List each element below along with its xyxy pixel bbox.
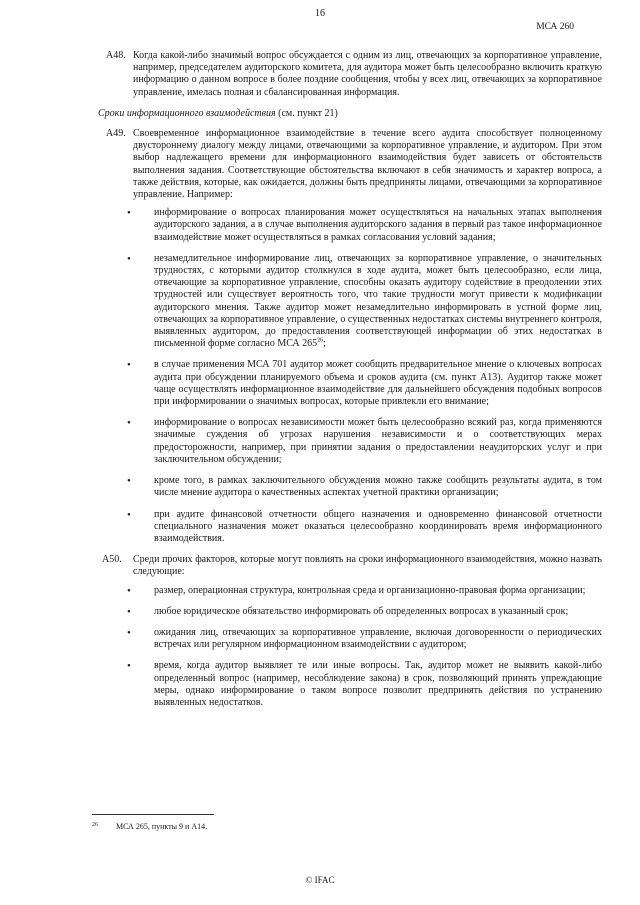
list-item: • в случае применения МСА 701 аудитор может сообщить предварительное мнение о ключевых вопросах аудита при обсуждении планируемого объема и сроков аудита (см. пункт А13). Аудитор также может чаще осуществлять информационное взаимодействие для дальнейшего обсуждения подобных вопросов при информировании о значимых вопросах, которые привлекли его внимание;: [127, 359, 602, 408]
paragraph-a49: [106, 128, 602, 545]
footnote-ref: 26: [317, 337, 324, 344]
paragraph-text: Среди прочих факторов, которые могут повлиять на сроки информационного взаимодействия, можно назвать следующие:: [133, 554, 602, 578]
footnote: [92, 822, 207, 831]
footnote-divider: [92, 814, 214, 815]
section-title: Сроки информационного взаимодействия: [98, 107, 276, 119]
list-item: • ожидания лиц, отвечающих за корпоративное управление, включая договоренности о периодических встречах или регулярном информационном взаимодействии с аудитором;: [127, 627, 602, 651]
document-body: [98, 50, 602, 718]
bullet-list: [133, 585, 602, 710]
list-item: • любое юридическое обязательство информировать об определенных вопросах в указанный срок;: [127, 606, 602, 618]
paragraph-text: Своевременное информационное взаимодействие в течение всего аудита способствует полноценному двустороннему диалогу между лицами, отвечающими за корпоративное управление, и аудитором. При этом выбор надлежащего времени для информационного взаимодействия будет зависеть от обстоятельств выполнения задания. Соответствующие обстоятельства включают в себя значимость и характер вопроса, а также действия, которые, как ожидается, должны быть предприняты лицами, отвечающими за корпоративное управление. Например:: [133, 128, 602, 201]
paragraph-a50: [102, 554, 602, 709]
footnote-text: МСА 265, пункты 9 и A14.: [116, 822, 208, 831]
paragraph-a48: [106, 50, 602, 99]
list-item: • время, когда аудитор выявляет те или иные вопросы. Так, аудитор может не выявить какой-либо определенный вопрос (например, несоблюдение закона) в срок, позволяющий принять упреждающие меры, однако информирование о таком вопросе позволит предпринять действия по устранению выявленных недостатков.: [127, 660, 602, 709]
paragraph-number: A50.: [102, 554, 122, 566]
list-item: • информирование о вопросах планирования может осуществляться на начальных этапах выполнения аудиторского задания, а в случае выполнения аудиторского задания в первый раз такое информационное взаимодействие может осуществляться в рамках согласования условий задания;: [127, 207, 602, 244]
page-footer: © IFAC: [305, 875, 335, 885]
paragraph-number: A49.: [106, 128, 126, 140]
bullet-list: [133, 207, 602, 545]
section-heading: [98, 108, 602, 120]
list-item: • при аудите финансовой отчетности общего назначения и одновременно финансовой отчетности специального назначения может оказаться целесообразно координировать время информационного взаимодействия.: [127, 509, 602, 546]
list-item: • размер, операционная структура, контрольная среда и организационно-правовая форма организации;: [127, 585, 602, 597]
document-code: МСА 260: [536, 22, 574, 32]
paragraph-number: A48.: [106, 50, 126, 61]
list-item: • информирование о вопросах независимости может быть целесообразно всякий раз, когда применяются значимые суждения об угрозах нарушения независимости и о соответствующих мерах предосторожности, например, при принятии задания о предоставлении неаудиторских услуг и при заключительном обсуждении;: [127, 417, 602, 466]
page-number: 16: [315, 8, 325, 19]
list-item: • кроме того, в рамках заключительного обсуждения можно также сообщить результаты аудита, в том числе мнение аудитора о качественных аспектах учетной практики организации;: [127, 475, 602, 499]
section-ref: (см. пункт 21): [278, 107, 338, 119]
paragraph-text: Когда какой-либо значимый вопрос обсуждается с одним из лиц, отвечающих за корпоративное управление, например, председателем аудиторского комитета, для аудитора может быть целесообразно включить краткую информацию о данном вопросе в более поздние сообщения, чтобы у всех лиц, отвечающих за корпоративное управление, имелась полная и сбалансированная информация.: [133, 50, 602, 98]
footnote-number: 26: [92, 822, 98, 828]
list-item: • незамедлительное информирование лиц, отвечающих за корпоративное управление, о значительных трудностях, с которыми аудитор столкнулся в ходе аудита, может быть целесообразно, если лица, отвечающие за корпоративное управление, способны оказать аудитору содействие в преодолении этих трудностей или существует вероятность того, что такие трудности могут привести к модификации аудиторского мнения. Также аудитор может незамедлительно информировать в устной форме лиц, отвечающих за корпоративное управление, о существенных недостатках системы внутреннего контроля, выявленных аудитором, до предоставления соответствующей информации об этих недостатках в письменной форме согласно МСА $265^{26}$;: [127, 253, 602, 351]
